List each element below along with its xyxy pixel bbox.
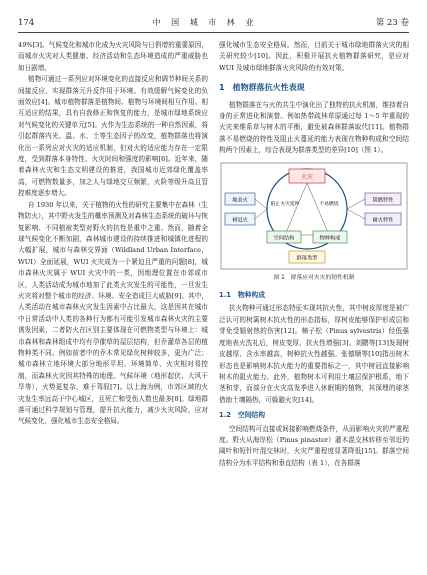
- section-1-2-heading: 1.2 空间结构: [219, 411, 266, 420]
- right-paragraph-1: 强化城市生态安全格局。然而，目前关于城市绿地群落火灾的相关研究较少[10]。因此，积极开展抗火植物群落研究，是应对 WUI 及城市绿地群落火灾风险的有效对策。: [219, 41, 409, 72]
- fire-resistant-label: 耐火特性: [372, 217, 394, 224]
- link-line: [347, 209, 365, 219]
- flame-retardant-label: 阻燃特性: [372, 197, 394, 204]
- nonflammable-label: 不易燃烧: [319, 201, 339, 207]
- fire-label: 火灾: [300, 173, 314, 181]
- spatial-structure-label: 空间结构: [273, 235, 295, 242]
- stop-spread-label: 阻止火灾延伸: [270, 201, 300, 207]
- link-line: [255, 209, 267, 219]
- surface-fire-label: 地表火: [232, 197, 248, 204]
- section-1-2-paragraph: 空间结构可直接或间接影响燃烧条件，从而影响火灾的严重程度。野火从海岸松（Pinus pinaster）灌木混交林转移至邻近的阔叶和短针叶混交林时，火灾严重程度显著降低[15]。群落空间结构分为水平结构和垂直结构（表 1），在各群落: [219, 424, 409, 467]
- community-type-label: 群落类型: [296, 255, 318, 262]
- journal-title: 中 国 城 市 林 业: [152, 18, 258, 27]
- crown-fire-label: 树冠火: [232, 217, 248, 224]
- link-line: [347, 199, 365, 209]
- left-paragraph-2: 植物可通过一系列应对环境变化的直接反应和调节种间关系的间接反应，实现群落元升反作用于环境。有效缓解气候变化的负面效应[4]。城市植物群落是植物间、植物与环境间相互作用、相互适应的结果，具有自我修正和恢复的能力，是城市绿地系统应对气候变化的关键单元[5]。火作为生态系统的一种自然因素，将引起群落内光、温、水、土等生态因子的改变，植物群落也将演化出一系列应对火灾的适应机制，但对火的适应能力存在一定限度，受到群落本身特性、火灾时间和强度的影响[6]。近年来，随着森林火灾和生态文明建设的推进，我国城市近郊绿化覆盖率高，可燃物数量多，加之人与绿地交互频繁，火险等级升高且管控难度逐步增大。: [18, 75, 208, 198]
- species-composition-label: 物种构成: [319, 235, 341, 242]
- link-line: [255, 199, 267, 209]
- figure-1-caption: 图 1 群落应对火灾的韧性机制: [273, 274, 355, 281]
- section-1-paragraph: 植物群落在与火的共生中演化出了独特的抗火机制，维持着自身的正常进化和演替。例如热带疏林草原通过每 1～5 年重现的火灾来维系草与树木的平衡，避免被森林群落取代[11]。植物群落不易燃烧的特性及阻止火蔓延的能力表现在物种构成和空间结构两个因素上，综合表现为群落类型的差异[10]（图 1）。: [219, 100, 409, 155]
- page-number: 174: [18, 18, 35, 28]
- link-line: [285, 183, 307, 235]
- left-column: [18, 40, 208, 428]
- left-paragraph-3: 自 1930 年以来，关于植物的火性的研究主要集中在森林（生物防火），其中野火发生的概率预测及对森林生态系统的破坏与恢复影响、不同植被类型对野火的抗性是重中之重。然而，随着全球气候变化不断加剧，森林城市建设的持续推进和城镇化进程的大幅扩展，城市与森林交界面（Wildland Urban Interface，WUI）全面延展，WUI 火灾成为一个紧迫且严重的问题[8]，城市森林火灾属于 WUI 火灾中的一类，因地理位置在市郊或市区，人类活动成为城市地加了此类火灾发生的可能性，一旦发生火灾将对整个城市的经济、环境、安全造成巨大威胁[9]。其中，人类活动在城市森林火灾发生因素中占比最大，这是因其在城市中日常活动中人类的各种行为都有可能引发城市森林火灾的主要诱发因素，二者防火在区别主要体现在可燃物类型与环境上：城市森林和森林组成中均有孕催草的屋层结构，但乔灌草各层的植物种类不同。例如前者中的乔木常见绿化树种较多，更为广泛；城市森林立地环境大部分地形平坦、环境简单、火灾相对易控制，而森林火灾因其特殊的地理、气候环境（地形起伏、大风干旱等），火势更复杂、难于驾驭[7]。以上海为例，市郊区域的火灾发生率远高于中心城区，且死亡和受伤人数也最多[8]。绿地群落可通过科学规划与管理，提升抗火能力，减少火灾风险，应对气候变化，强化城市生态安全格局。: [18, 200, 208, 426]
- section-1-1-paragraph: 抗火物种可通过形态特征实现其抗火性，其中树皮厚度是被广泛认可的树篱树木抗火性的形态指标，厚树皮能够保护形成层和芽免受辐射热的伤害[12]。樟子松（Pinus sylvestris）经低强度地表火洗礼后，树皮变厚，抗火性增强[3]。刘鹏等[13]发现树皮越厚、含水率越高，树种抗火性越强。张德顺等[10]指出树木形态也是影响树木抗火能力的重要指标之一，其中树冠直接影响树木的阻火能力。此外，植物树木可利用土壤层保护根系，地下茎和芽，而部分在火灾高发季进入休眠期的植物，其深埋的球茎借助土壤隔热，可躲避火灾[14]。: [219, 304, 409, 404]
- header-rule: [18, 32, 409, 33]
- link-line: [307, 183, 329, 235]
- left-paragraph-1: 49%[3]。气候变化和城市化成为火灾风险与日俱增的重要原因，而城市火灾对人类健康、经济活动和生态环境造成的严重威胁也如日剧增。: [18, 41, 208, 72]
- figure-1: [219, 161, 409, 271]
- right-column: [219, 40, 409, 469]
- section-1-heading: 1 植物群落抗火性表现: [219, 83, 305, 93]
- page-header: [18, 14, 409, 28]
- section-1-1-heading: 1.1 物种构成: [219, 291, 266, 300]
- figure-1-diagram: [219, 161, 409, 271]
- volume-label: 第 23 卷: [375, 18, 409, 28]
